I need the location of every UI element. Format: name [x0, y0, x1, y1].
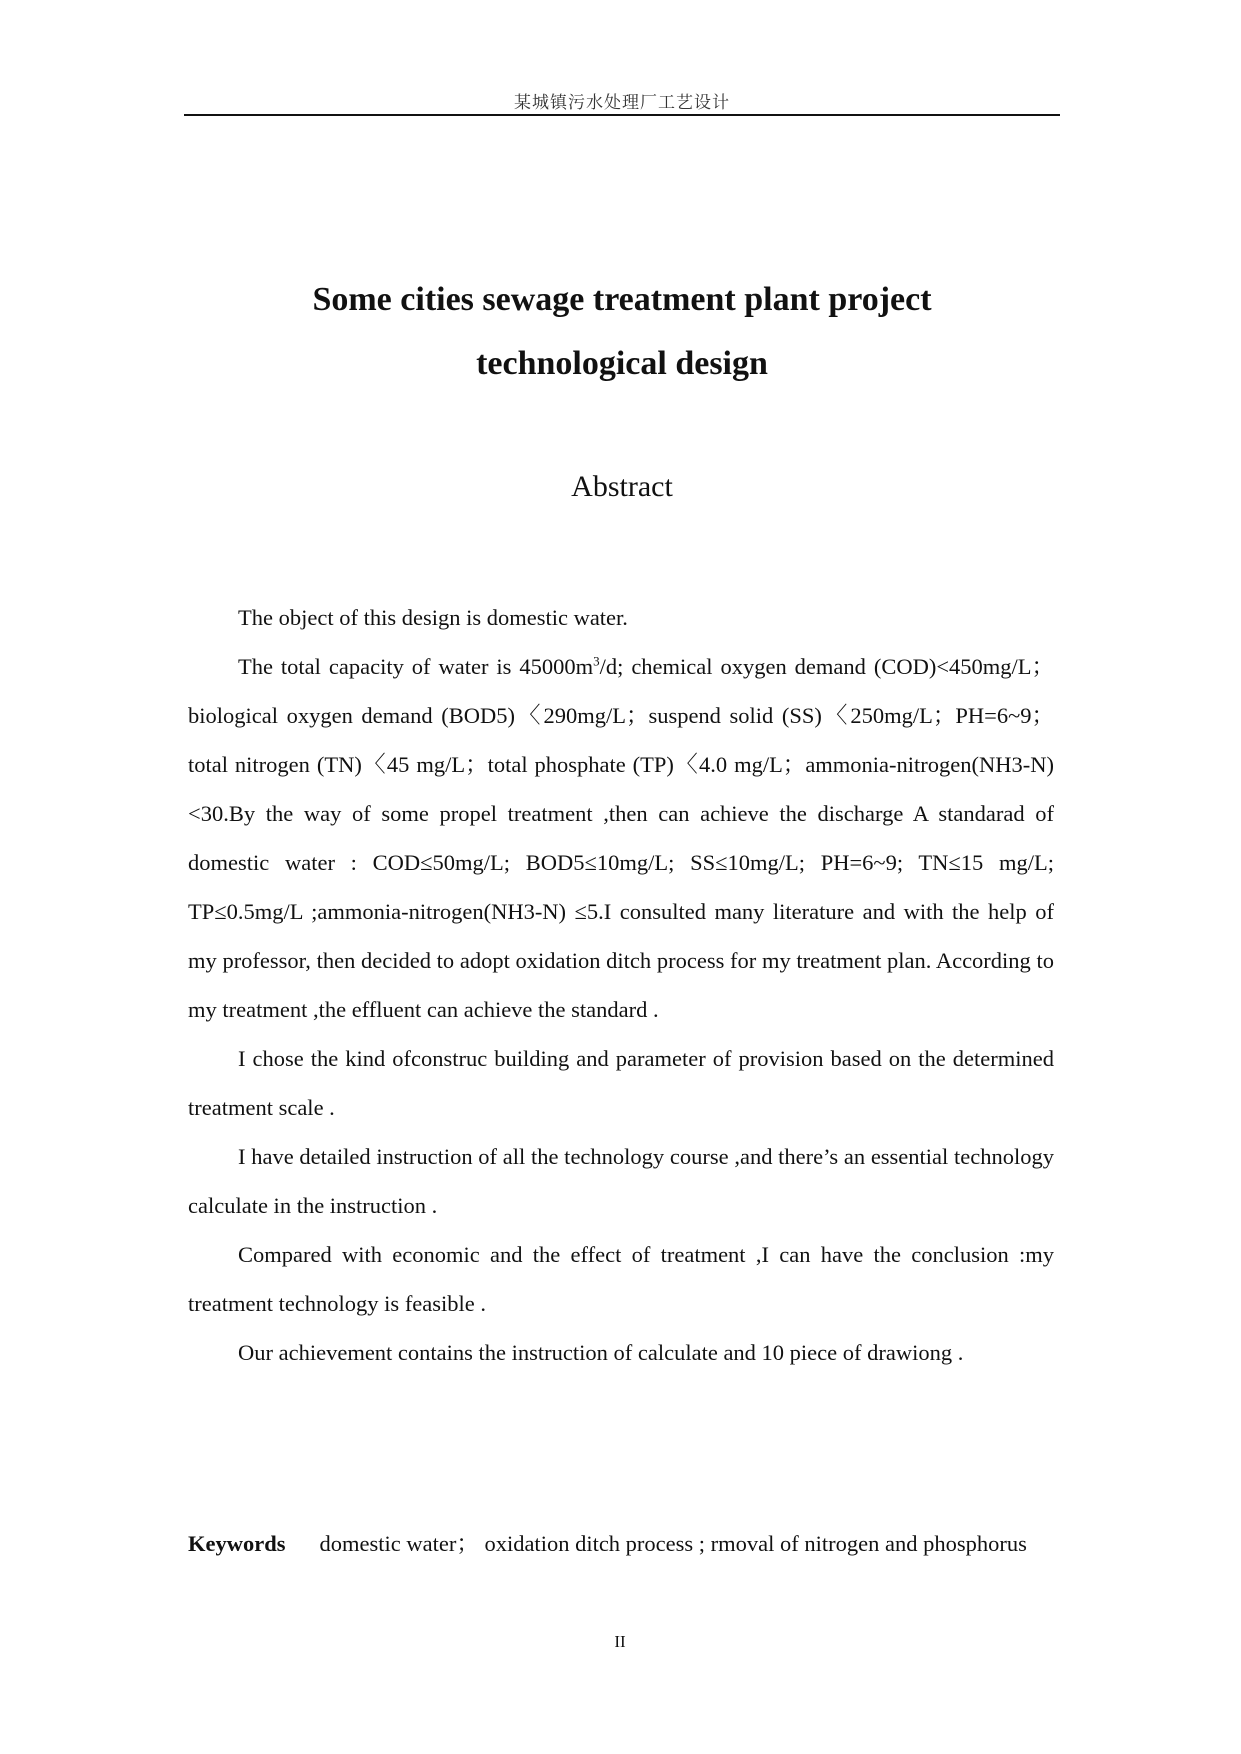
running-header: 某城镇污水处理厂工艺设计 [514, 93, 730, 112]
abstract-paragraph-5: Compared with economic and the effect of treatment ,I can have the conclusion :my treatment technology is feasible . [188, 1242, 1054, 1316]
abstract-paragraph-3: I chose the kind ofconstruc building and parameter of provision based on the determined treatment scale . [188, 1046, 1054, 1120]
keywords-block [188, 1519, 1054, 1568]
abstract-paragraph-4: I have detailed instruction of all the technology course ,and there’s an essential technology calculate in the instruction . [188, 1144, 1054, 1218]
abstract-paragraph-2-text-b: /d; chemical oxygen demand (COD)<450mg/L；biological oxygen demand (BOD5)〈290mg/L；suspend solid (SS)〈250mg/L；PH=6~9；total nitrogen (TN)〈45 mg/L；total phosphate (TP)〈4.0 mg/L；ammonia-nitrogen(NH3-N)<30.By the way of some propel treatment ,then can achieve the discharge A standarad of domestic water : COD≤50mg/L; BOD5≤10mg/L; SS≤10mg/L; PH=6~9; TN≤15 mg/L; TP≤0.5mg/L ;ammonia-nitrogen(NH3-N) ≤5.I consulted many literature and with the help of my professor, then decided to adopt oxidation ditch process for my treatment plan. According to my treatment ,the effluent can achieve the standard . [188, 654, 1055, 1022]
abstract-body [188, 593, 1054, 1377]
paper-title [184, 268, 1060, 396]
abstract-paragraph-2 [188, 642, 1054, 1034]
abstract-heading: Abstract [571, 470, 673, 503]
keywords-text: domestic water； oxidation ditch process ; rmoval of nitrogen and phosphorus [319, 1531, 1027, 1556]
paper-title-line-1: Some cities sewage treatment plant project [312, 281, 932, 318]
paper-title-line-2: technological design [476, 345, 768, 382]
keywords-label: Keywords [188, 1531, 286, 1556]
superscript-3: 3 [593, 653, 600, 669]
abstract-paragraph-6: Our achievement contains the instruction of calculate and 10 piece of drawiong . [238, 1340, 964, 1365]
page-number: II [614, 1632, 626, 1651]
abstract-paragraph-2-text-a: The total capacity of water is 45000m [238, 654, 594, 679]
abstract-paragraph-1: The object of this design is domestic water. [238, 605, 628, 630]
header-rule [184, 114, 1060, 116]
